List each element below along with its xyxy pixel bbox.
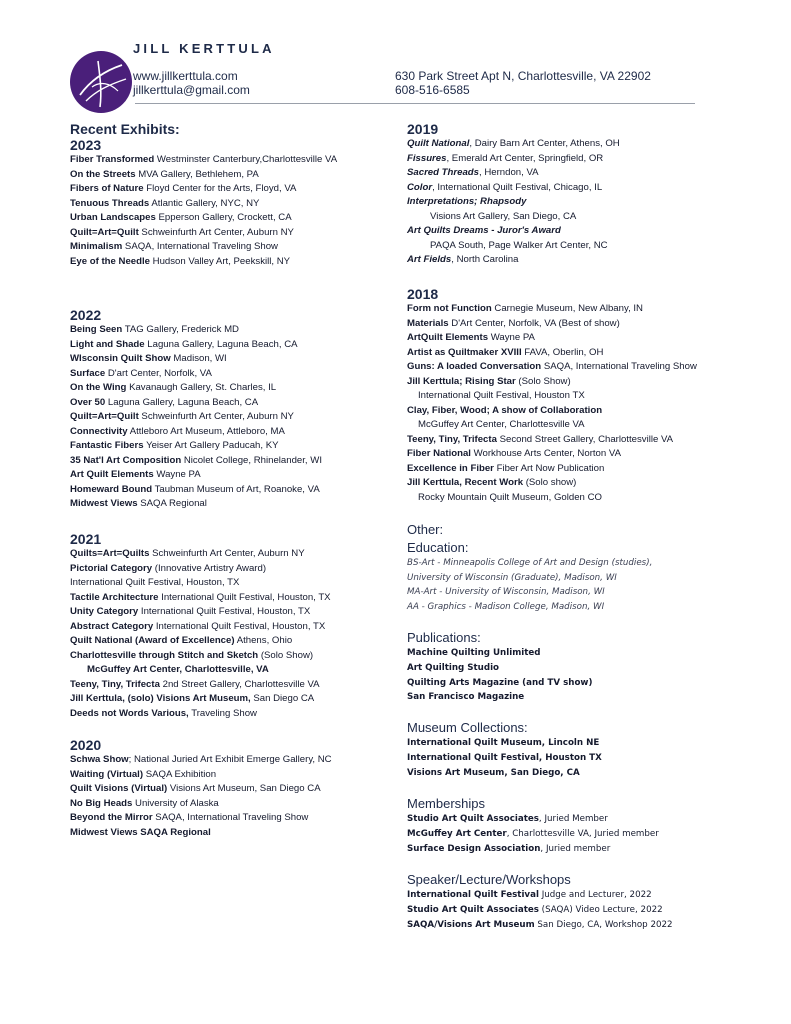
exhibits-2018 <box>407 286 777 505</box>
list-item <box>407 404 777 419</box>
item-title: Quilts=Art=Quilts <box>70 548 150 559</box>
list-item <box>407 239 777 254</box>
item-detail: MVA Gallery, Bethlehem, PA <box>135 168 259 180</box>
item-detail: Taubman Museum of Art, Roanoke, VA <box>152 483 320 495</box>
exhibits-2020 <box>70 737 390 840</box>
item-detail: International Quilt Festival, Houston, TX <box>158 591 331 603</box>
item-detail: Workhouse Arts Center, Norton VA <box>470 448 621 459</box>
education-list <box>407 556 777 614</box>
item-title: 35 Nat'l Art Composition <box>70 454 182 466</box>
list-item <box>407 346 777 361</box>
item-title: Art Fields <box>407 254 452 265</box>
list-item <box>70 454 390 469</box>
list-item <box>70 591 390 606</box>
year-heading: 2020 <box>70 737 102 753</box>
list-item <box>70 182 390 197</box>
item-title: WIsconsin Quilt Show <box>70 353 171 364</box>
list-item <box>70 826 390 841</box>
list-item: International Quilt Museum, Lincoln NE <box>407 738 600 748</box>
item-detail: Visions Art Gallery, San Diego, CA <box>430 210 577 222</box>
list-item: BS-Art - Minneapolis College of Art and Design (studies), <box>407 558 653 568</box>
museum-list <box>407 736 777 780</box>
item-title: Schwa Show <box>70 754 129 765</box>
list-item <box>407 331 777 346</box>
item-title: Color <box>407 181 433 193</box>
item-title: Clay, Fiber, Wood; A show of Collaboration <box>407 404 603 416</box>
item-title: Art Quilt Elements <box>70 469 154 480</box>
item-title: Eye of the Needle <box>70 255 150 267</box>
item-title: Minimalism <box>70 241 123 252</box>
item-detail: Westminster Canterbury,Charlottesville VA <box>154 154 338 165</box>
item-title: Charlottesville through Stitch and Sketch <box>70 649 259 661</box>
year-heading: 2021 <box>70 531 102 547</box>
exhibit-list <box>70 153 390 269</box>
list-item <box>407 181 777 196</box>
item-title: Quilt National <box>407 138 470 149</box>
item-detail: , International Quilt Festival, Chicago, IL <box>432 181 603 193</box>
exhibits-2022 <box>70 307 390 512</box>
list-item <box>70 576 390 591</box>
item-detail: D'Art Center, Norfolk, VA (Best of show) <box>448 317 620 329</box>
recent-exhibits-heading: Recent Exhibits: <box>70 121 180 137</box>
item-detail: (Solo show) <box>523 477 577 488</box>
item-detail: Wayne PA <box>488 332 535 343</box>
item-title: Teeny, Tiny, Trifecta <box>407 433 497 445</box>
list-item <box>70 168 390 183</box>
list-item <box>407 375 777 390</box>
item-detail: Carnegie Museum, New Albany, IN <box>491 303 643 314</box>
item-title: Fantastic Fibers <box>70 440 144 451</box>
list-item <box>407 476 777 491</box>
item-detail: Rocky Mountain Quilt Museum, Golden CO <box>418 491 602 503</box>
education-heading: Education: <box>407 540 469 555</box>
list-item <box>70 620 390 635</box>
list-item <box>70 562 390 577</box>
item-detail: SAQA Exhibition <box>143 768 217 780</box>
list-item <box>407 888 777 903</box>
list-item <box>407 491 777 506</box>
item-detail: ; National Juried Art Exhibit Emerge Gallery, NC <box>128 754 332 765</box>
list-item <box>70 649 390 664</box>
item-detail: Fiber Art Now Publication <box>493 462 605 474</box>
item-title: ArtQuilt Elements <box>407 332 489 343</box>
list-item: Machine Quilting Unlimited <box>407 648 541 658</box>
list-item <box>70 707 390 722</box>
memberships-list <box>407 812 777 856</box>
list-item <box>407 389 777 404</box>
item-title: International Quilt Festival <box>407 890 539 900</box>
publications-section <box>407 630 777 705</box>
speaker-section <box>407 872 777 932</box>
item-title: Jill Kerttula, Recent Work <box>407 477 524 488</box>
memberships-heading: Memberships <box>407 796 486 811</box>
item-detail: TAG Gallery, Frederick MD <box>122 324 239 335</box>
item-detail: Atlantic Gallery, NYC, NY <box>149 197 260 209</box>
item-title: Abstract Category <box>70 620 154 632</box>
item-title: Deeds not Words Various, <box>70 707 189 719</box>
item-title: Quilt National (Award of Excellence) <box>70 635 235 646</box>
list-item: Quilting Arts Magazine (and TV show) <box>407 677 593 688</box>
list-item <box>70 811 390 826</box>
item-title: On the Wing <box>70 382 127 393</box>
item-detail: Kavanaugh Gallery, St. Charles, IL <box>126 382 277 393</box>
item-detail: Laguna Gallery, Laguna Beach, CA <box>105 396 259 408</box>
item-title: On the Streets <box>70 168 136 180</box>
item-detail: Athens, Ohio <box>234 635 293 646</box>
publications-heading: Publications: <box>407 630 481 645</box>
list-item <box>407 210 777 225</box>
item-detail: (Solo Show) <box>515 375 571 387</box>
list-item <box>70 768 390 783</box>
item-detail: SAQA, International Traveling Show <box>122 241 278 252</box>
item-detail: International Quilt Festival, Houston, TX <box>70 577 240 588</box>
item-title: Beyond the Mirror <box>70 812 153 823</box>
list-item <box>70 547 390 562</box>
list-item <box>70 678 390 693</box>
item-detail: (Innovative Artistry Award) <box>152 562 267 574</box>
item-detail: , Dairy Barn Art Center, Athens, OH <box>469 138 620 149</box>
item-detail: International Quilt Festival, Houston, TX <box>138 606 311 617</box>
list-item <box>407 903 777 918</box>
item-title: McGuffey Art Center, Charlottesville, VA <box>87 664 269 675</box>
item-title: Fissures <box>407 152 447 164</box>
item-detail: San Diego CA <box>250 693 315 704</box>
list-item: Art Quilting Studio <box>407 662 500 673</box>
speaker-list <box>407 888 777 932</box>
item-detail: 2nd Street Gallery, Charlottesville VA <box>159 678 320 690</box>
item-title: Unity Category <box>70 606 139 617</box>
list-item <box>407 418 777 433</box>
header-divider <box>135 103 695 104</box>
list-item <box>70 663 390 678</box>
list-item <box>70 211 390 226</box>
item-title: McGuffey Art Center <box>407 828 507 839</box>
list-item <box>70 634 390 649</box>
item-detail: San Diego, CA, Workshop 2022 <box>534 919 673 930</box>
item-detail: FAVA, Oberlin, OH <box>521 346 604 358</box>
item-title: Homeward Bound <box>70 483 153 495</box>
item-title: Quilt=Art=Quilt <box>70 226 139 238</box>
item-detail: University of Alaska <box>132 797 219 809</box>
item-title: Fiber National <box>407 448 471 459</box>
list-item <box>70 226 390 241</box>
list-item <box>407 433 777 448</box>
list-item <box>407 137 777 152</box>
item-detail: Nicolet College, Rhinelander, WI <box>181 454 322 466</box>
item-title: Fiber Transformed <box>70 154 155 165</box>
item-title: Surface <box>70 367 106 379</box>
item-title: Urban Landscapes <box>70 212 156 223</box>
list-item <box>407 827 777 842</box>
item-detail: Madison, WI <box>170 353 227 364</box>
list-item <box>70 483 390 498</box>
item-detail: SAQA, International Traveling Show <box>152 812 309 823</box>
item-detail: Yeiser Art Gallery Paducah, KY <box>143 440 279 451</box>
item-title: Jill Kerttula, (solo) Visions Art Museum, <box>70 693 251 704</box>
item-title: Surface Design Association <box>407 843 541 854</box>
item-detail: , Charlottesville VA, Juried member <box>506 828 659 839</box>
exhibit-list <box>70 547 390 721</box>
exhibits-2019 <box>407 121 777 268</box>
list-item <box>407 812 777 827</box>
item-title: Quilt Visions (Virtual) <box>70 783 168 794</box>
artist-name: JILL KERTTULA <box>133 41 275 56</box>
item-detail: SAQA, International Traveling Show <box>541 361 697 372</box>
item-detail: D'art Center, Norfolk, VA <box>105 367 212 379</box>
item-detail: , Juried member <box>540 843 611 854</box>
website-link[interactable]: www.jillkerttula.com <box>133 69 238 83</box>
item-detail: Wayne PA <box>153 469 201 480</box>
list-item <box>70 605 390 620</box>
item-title: Fibers of Nature <box>70 183 144 194</box>
list-item: International Quilt Festival, Houston TX <box>407 752 602 763</box>
item-title: Studio Art Quilt Associates <box>407 904 539 915</box>
item-title: Midwest Views SAQA Regional <box>70 826 211 838</box>
item-detail: Visions Art Museum, San Diego CA <box>167 783 321 794</box>
year-heading: 2023 <box>70 137 102 153</box>
item-detail: Schweinfurth Art Center, Auburn NY <box>138 226 294 238</box>
list-item <box>407 152 777 167</box>
item-detail: Schweinfurth Art Center, Auburn NY <box>149 548 305 559</box>
item-title: Quilt=Art=Quilt <box>70 411 139 422</box>
list-item <box>70 468 390 483</box>
list-item <box>70 352 390 367</box>
item-detail: International Quilt Festival, Houston TX <box>418 390 585 401</box>
item-detail: Second Street Gallery, Charlottesville VA <box>496 433 674 445</box>
item-detail: SAQA Regional <box>137 498 207 509</box>
list-item: Visions Art Museum, San Diego, CA <box>407 767 580 778</box>
list-item <box>407 166 777 181</box>
list-item <box>70 753 390 768</box>
list-item <box>70 410 390 425</box>
year-heading: 2019 <box>407 121 439 137</box>
list-item <box>407 360 777 375</box>
item-detail: , North Carolina <box>451 254 519 265</box>
item-detail: (SAQA) Video Lecture, 2022 <box>538 904 663 915</box>
item-detail: , Herndon, VA <box>479 167 539 178</box>
list-item <box>70 425 390 440</box>
item-title: Interpretations; Rhapsody <box>407 196 527 207</box>
list-item <box>70 338 390 353</box>
year-heading: 2018 <box>407 286 439 302</box>
contact-address <box>395 69 651 97</box>
item-title: Waiting (Virtual) <box>70 768 144 780</box>
list-item <box>70 782 390 797</box>
list-item <box>407 447 777 462</box>
other-section <box>407 522 777 614</box>
list-item <box>70 367 390 382</box>
exhibit-list <box>70 753 390 840</box>
list-item <box>70 381 390 396</box>
item-detail: Judge and Lecturer, 2022 <box>538 890 652 900</box>
recent-exhibits-column <box>70 121 390 269</box>
list-item: MA-Art - University of Wisconsin, Madison, WI <box>407 587 605 597</box>
item-detail: Attleboro Art Museum, Attleboro, MA <box>127 425 285 437</box>
item-title: SAQA/Visions Art Museum <box>407 919 535 930</box>
item-title: Connectivity <box>70 425 128 437</box>
list-item: San Francisco Magazine <box>407 692 525 703</box>
item-detail: Traveling Show <box>188 707 257 719</box>
list-item <box>407 317 777 332</box>
item-title: Teeny, Tiny, Trifecta <box>70 678 160 690</box>
item-detail: PAQA South, Page Walker Art Center, NC <box>430 239 608 251</box>
item-title: No Big Heads <box>70 797 133 809</box>
list-item <box>70 497 390 512</box>
item-detail: Hudson Valley Art, Peekskill, NY <box>149 255 291 267</box>
publications-list <box>407 646 777 705</box>
list-item <box>70 153 390 168</box>
list-item <box>70 197 390 212</box>
item-title: Being Seen <box>70 324 123 335</box>
street-address: 630 Park Street Apt N, Charlottesville, VA 22902 <box>395 69 651 83</box>
item-title: Guns: A loaded Conversation <box>407 361 542 372</box>
item-detail: , Emerald Art Center, Springfield, OR <box>446 152 604 164</box>
list-item <box>70 439 390 454</box>
item-detail: Floyd Center for the Arts, Floyd, VA <box>143 183 297 194</box>
museum-collections-heading: Museum Collections: <box>407 720 528 735</box>
item-title: Jill Kerttula; Rising Star <box>407 375 516 387</box>
item-title: Over 50 <box>70 396 106 408</box>
contact-web <box>133 69 250 97</box>
logo <box>70 51 132 113</box>
list-item <box>407 302 777 317</box>
other-heading: Other: <box>407 522 444 537</box>
item-title: Excellence in Fiber <box>407 462 494 474</box>
list-item <box>70 692 390 707</box>
museum-collections-section <box>407 720 777 780</box>
list-item <box>70 240 390 255</box>
list-item <box>407 253 777 268</box>
list-item <box>70 396 390 411</box>
item-title: Light and Shade <box>70 338 145 350</box>
item-title: Sacred Threads <box>407 167 479 178</box>
item-detail: , Juried Member <box>538 814 608 824</box>
list-item <box>407 842 777 857</box>
item-title: Art Quilts Dreams - Juror's Award <box>407 225 561 236</box>
item-title: Midwest Views <box>70 498 138 509</box>
list-item: University of Wisconsin (Graduate), Madison, WI <box>407 572 617 583</box>
item-title: Artist as Quiltmaker XVIII <box>407 346 522 358</box>
item-detail: (Solo Show) <box>258 649 314 661</box>
item-title: Studio Art Quilt Associates <box>407 814 539 824</box>
email-link[interactable]: jillkerttula@gmail.com <box>133 83 250 97</box>
list-item: AA - Graphics - Madison College, Madison, WI <box>407 601 605 612</box>
list-item <box>70 797 390 812</box>
list-item <box>407 918 777 933</box>
exhibit-list <box>70 323 390 512</box>
exhibit-list <box>407 137 777 268</box>
list-item <box>70 323 390 338</box>
list-item <box>407 462 777 477</box>
item-detail: International Quilt Festival, Houston, TX <box>153 620 326 632</box>
item-detail: McGuffey Art Center, Charlottesville VA <box>418 419 585 430</box>
item-title: Pictorial Category <box>70 562 153 574</box>
year-heading: 2022 <box>70 307 102 323</box>
item-title: Form not Function <box>407 303 492 314</box>
item-title: Tactile Architecture <box>70 591 159 603</box>
list-item <box>70 255 390 270</box>
exhibits-2021 <box>70 531 390 721</box>
item-detail: Epperson Gallery, Crockett, CA <box>155 212 292 223</box>
logo-signature-icon <box>70 51 132 113</box>
item-title: Materials <box>407 317 449 329</box>
item-detail: Schweinfurth Art Center, Auburn NY <box>138 411 294 422</box>
speaker-heading: Speaker/Lecture/Workshops <box>407 872 571 887</box>
memberships-section <box>407 796 777 856</box>
item-title: Tenuous Threads <box>70 197 150 209</box>
list-item <box>407 224 777 239</box>
exhibit-list <box>407 302 777 505</box>
item-detail: Laguna Gallery, Laguna Beach, CA <box>144 338 298 350</box>
phone-number: 608-516-6585 <box>395 83 470 97</box>
list-item <box>407 195 777 210</box>
